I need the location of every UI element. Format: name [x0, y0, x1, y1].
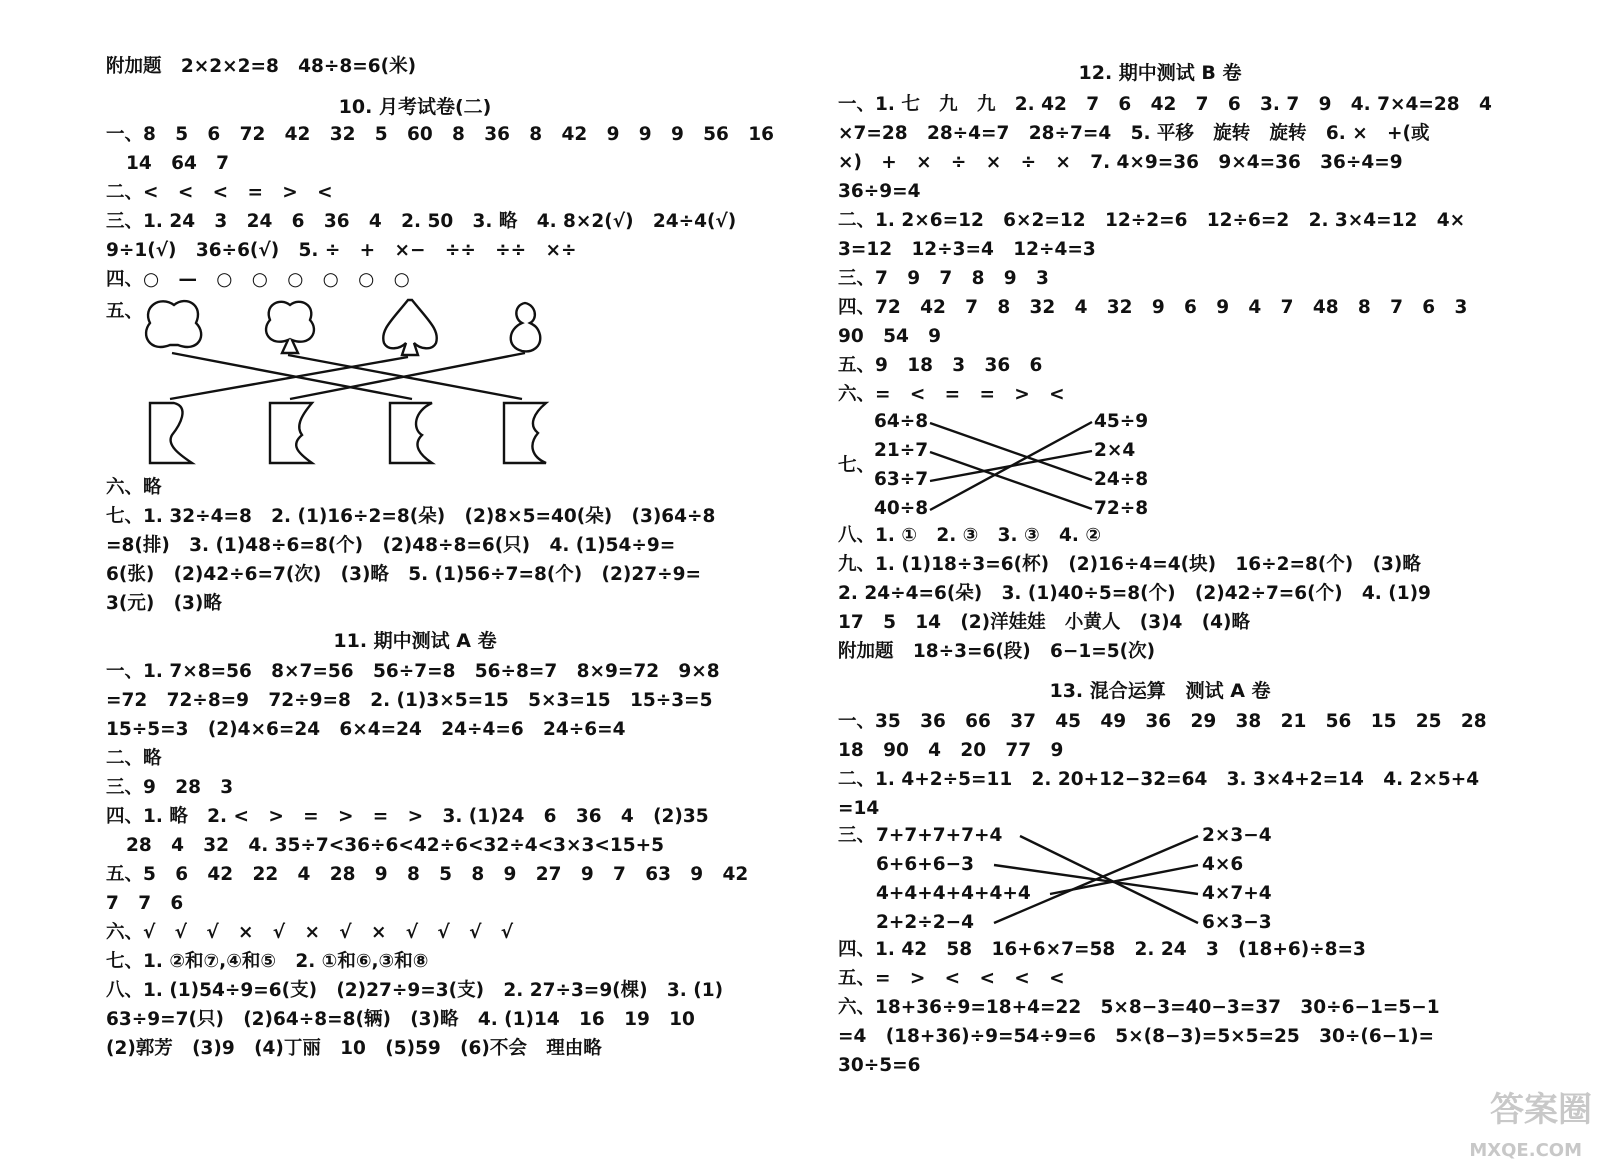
s12-line: 四、72 42 7 8 32 4 32 9 6 9 4 7 48 8 7 6 3 [838, 297, 1468, 318]
s12-line: 90 54 9 [838, 326, 942, 347]
s10-line: 七、1. 32÷4=8 2. (1)16÷2=8(朵) (2)8×5=40(朵) (3)64÷8 [106, 506, 716, 527]
s10-line: 三、1. 24 3 24 6 36 4 2. 50 3. 略 4. 8×2(√) 24÷4(√) [106, 211, 737, 232]
match-line [1020, 836, 1198, 923]
q3-left-item: 4+4+4+4+4+4 [876, 883, 1031, 904]
s11-line: 63÷9=7(只) (2)64÷8=8(辆) (3)略 4. (1)14 16 19 10 [106, 1009, 695, 1030]
s12-fujia: 附加题 18÷3=6(段) 6−1=5(次) [838, 641, 1156, 662]
section-13-title: 13. 混合运算 测试 A 卷 [1049, 680, 1271, 702]
section-12-title: 12. 期中测试 B 卷 [1078, 62, 1242, 84]
s11-line: 15÷5=3 (2)4×6=24 6×4=24 24÷4=6 24÷6=4 [106, 719, 626, 740]
match-line [930, 422, 1092, 510]
q3-right-item: 4×6 [1202, 854, 1244, 875]
s11-line: =72 72÷8=9 72÷9=8 2. (1)3×5=15 5×3=15 15÷3=5 [106, 690, 713, 711]
watermark-logo: 答案圈 [1490, 1090, 1592, 1130]
s12-line: 五、9 18 3 36 6 [838, 355, 1043, 376]
s12-line: 六、= < = = > < [838, 384, 1065, 405]
q7-right-item: 2×4 [1094, 440, 1136, 461]
s13-q3-label: 三、 [838, 825, 876, 846]
s13-line: 五、= > < < < < [838, 968, 1065, 989]
watermark-url: MXQE.COM [1469, 1140, 1582, 1161]
q7-right-item: 24÷8 [1094, 469, 1149, 490]
s12-line: 八、1. ① 2. ③ 3. ③ 4. ② [838, 525, 1101, 546]
s10-line: 一、8 5 6 72 42 32 5 60 8 36 8 42 9 9 9 56 16 [106, 124, 774, 145]
q7-left-item: 64÷8 [874, 411, 929, 432]
s12-line: ×7=28 28÷4=7 28÷7=4 5. 平移 旋转 旋转 6. × +(或 [838, 123, 1430, 144]
s10-line: 六、略 [106, 477, 162, 498]
s11-line: 一、1. 7×8=56 8×7=56 56÷7=8 56÷8=7 8×9=72 9×8 [106, 661, 720, 682]
q7-left-item: 21÷7 [874, 440, 929, 461]
s13-line: 30÷5=6 [838, 1055, 921, 1076]
s13-line: =14 [838, 798, 880, 819]
s13-line: 二、1. 4+2÷5=11 2. 20+12−32=64 3. 3×4+2=14 4. 2×5+4 [838, 769, 1480, 790]
s10-line: 6(张) (2)42÷6=7(次) (3)略 5. (1)56÷7=8(个) (2)27÷9= [106, 564, 701, 585]
s11-line: 28 4 32 4. 35÷7<36÷6<42÷6<32÷4<3×3<15+5 [126, 835, 665, 856]
q3-left-item: 2+2÷2−4 [876, 912, 974, 933]
s12-line: 36÷9=4 [838, 181, 921, 202]
s11-line: (2)郭芳 (3)9 (4)丁丽 10 (5)59 (6)不会 理由略 [106, 1038, 602, 1059]
q3-right-item: 4×7+4 [1202, 883, 1272, 904]
s10-line: 9÷1(√) 36÷6(√) 5. ÷ + ×− ÷÷ ÷÷ ×÷ [106, 240, 577, 261]
s13-line: 四、1. 42 58 16+6×7=58 2. 24 3 (18+6)÷8=3 [838, 939, 1366, 960]
s11-line: 三、9 28 3 [106, 777, 234, 798]
s11-line: 四、1. 略 2. < > = > = > 3. (1)24 6 36 4 (2)35 [106, 806, 709, 827]
s12-line: 2. 24÷4=6(朵) 3. (1)40÷5=8(个) (2)42÷7=6(个) 4. (1)9 [838, 583, 1431, 604]
s13-line: 18 90 4 20 77 9 [838, 740, 1064, 761]
section-10-title: 10. 月考试卷(二) [338, 96, 492, 118]
s11-line: 八、1. (1)54÷9=6(支) (2)27÷9=3(支) 2. 27÷3=9(棵) 3. (1) [106, 980, 724, 1001]
s10-line: 3(元) (3)略 [106, 593, 222, 614]
s12-line: 一、1. 七 九 九 2. 42 7 6 42 7 6 3. 7 9 4. 7×4=28 4 [838, 94, 1492, 115]
s12-q7-label: 七、 [838, 455, 876, 476]
match-line [930, 423, 1092, 480]
s12-line: ×) + × ÷ × ÷ × 7. 4×9=36 9×4=36 36÷4=9 [838, 152, 1403, 173]
match-line [994, 836, 1198, 923]
s11-line: 7 7 6 [106, 893, 184, 914]
s10-line: 二、< < < = > < [106, 182, 333, 203]
match-line [930, 452, 1092, 509]
s11-line: 六、√ √ √ × √ × √ × √ √ √ √ [106, 922, 514, 943]
q3-right-item: 6×3−3 [1202, 912, 1272, 933]
s13-line: =4 (18+36)÷9=54÷9=6 5×(8−3)=5×5=25 30÷(6−1)= [838, 1026, 1435, 1047]
s10-q5-label: 五、 [106, 301, 144, 322]
s12-line: 3=12 12÷3=4 12÷4=3 [838, 239, 1096, 260]
q7-left-item: 63÷7 [874, 469, 929, 490]
s10-line: =8(排) 3. (1)48÷6=8(个) (2)48÷8=6(只) 4. (1)54÷9= [106, 535, 676, 556]
q3-left-item: 6+6+6−3 [876, 854, 974, 875]
s13-line: 一、35 36 66 37 45 49 36 29 38 21 56 15 25 28 [838, 711, 1487, 732]
q3-left-item: 7+7+7+7+4 [876, 825, 1003, 846]
q3-right-item: 2×3−4 [1202, 825, 1272, 846]
s12-line: 九、1. (1)18÷3=6(杯) (2)16÷4=4(块) 16÷2=8(个) (3)略 [838, 554, 1421, 575]
s11-line: 七、1. ②和⑦,④和⑤ 2. ①和⑥,③和⑧ [106, 951, 429, 972]
s12-line: 二、1. 2×6=12 6×2=12 12÷2=6 12÷6=2 2. 3×4=12 4× [838, 210, 1466, 231]
s11-line: 五、5 6 42 22 4 28 9 8 5 8 9 27 9 7 63 9 42 [106, 864, 749, 885]
fujia-top: 附加题 2×2×2=8 48÷8=6(米) [106, 56, 417, 77]
s12-line: 三、7 9 7 8 9 3 [838, 268, 1049, 289]
section-11-title: 11. 期中测试 A 卷 [333, 630, 497, 652]
q7-right-item: 45÷9 [1094, 411, 1149, 432]
s10-line: 14 64 7 [126, 153, 230, 174]
q7-right-item: 72÷8 [1094, 498, 1149, 519]
s11-line: 二、略 [106, 748, 162, 769]
s13-line: 六、18+36÷9=18+4=22 5×8−3=40−3=37 30÷6−1=5−1 [838, 997, 1440, 1018]
q7-left-item: 40÷8 [874, 498, 929, 519]
s12-line: 17 5 14 (2)洋娃娃 小黄人 (3)4 (4)略 [838, 612, 1251, 633]
s10-line: 四、○ — ○ ○ ○ ○ ○ ○ [106, 269, 410, 290]
